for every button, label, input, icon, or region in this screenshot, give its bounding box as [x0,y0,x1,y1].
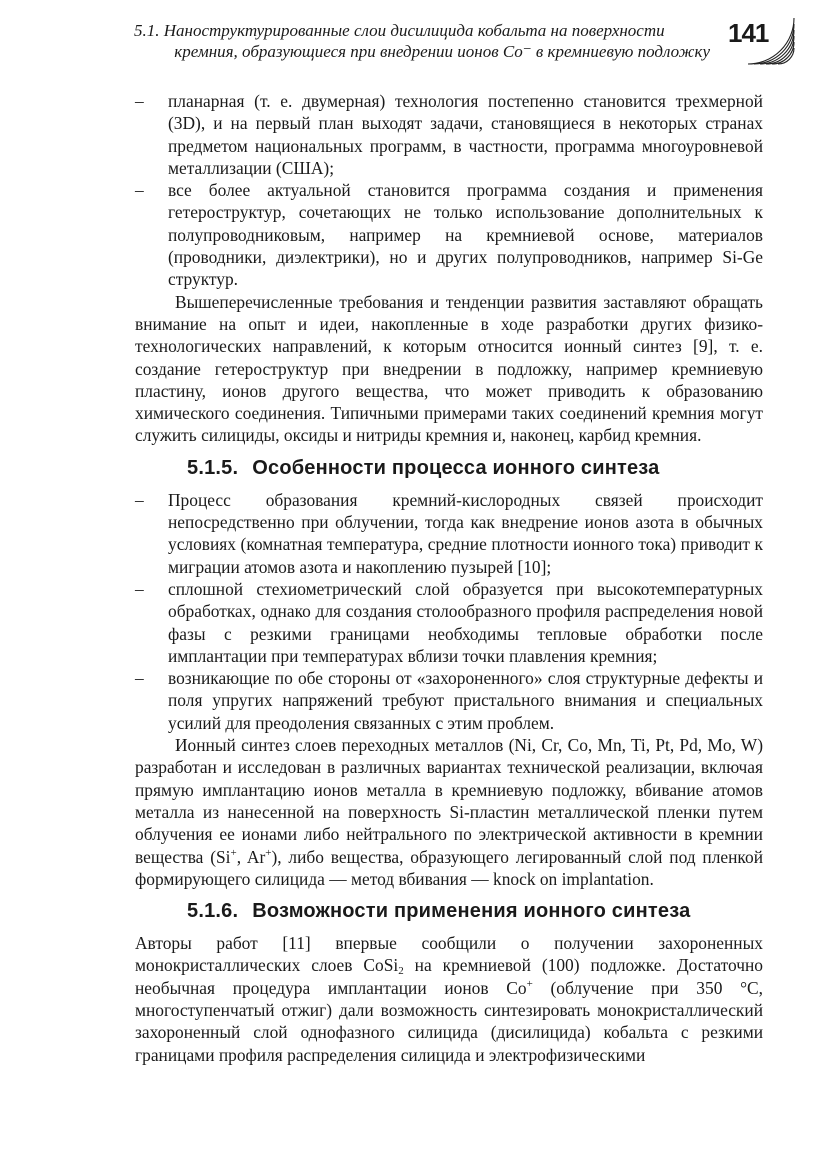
page-number: 141 [728,18,769,48]
paragraph-requirements: Вышеперечисленные требования и тенденции развития заставляют обращать внимание на опыт и идеи, накопленные в ходе разработки других физико-технологических направлений, к которым относится ионный синтез [9], т. е. создание гетероструктур при внедрении в подложку, например кремниевую пластину, ионов другого вещества, что может приводить к образованию химического соединения. Типичными примерами таких соединений кремния могут служить силициды, оксиды и нитриды кремния и, наконец, карбид кремния. [135,291,763,446]
running-header-line-1: 5.1. Наноструктурированные слои дисилицида кобальта на поверхности [134,21,665,40]
list-dash: – [135,91,144,111]
superscript: + [230,846,237,859]
page-body [135,90,763,1066]
running-header-line-2: кремния, образующиеся при внедрении ионов Co⁻ в кремниевую подложку [174,42,710,61]
subscript: 2 [398,965,404,978]
paragraph-cosi2-layers [135,932,763,1066]
ion-synthesis-features-list [135,489,763,734]
list-item [135,667,763,734]
list-item [135,90,763,179]
text-run: (облучение при 350 °C, многоступенчатый отжиг) дали возможность синтезировать монокристаллический захороненный слой однофазного силицида (дисилицида) кобальта с резкими границами профиля распределения силицида и электрофизическими [135,977,764,1065]
text-run: ), либо вещества, образующего легированный слой под пленкой формирующего силицида — метод вбивания — knock on implantation. [135,846,763,889]
list-item [135,578,763,667]
list-item [135,489,763,578]
superscript: + [265,846,272,859]
text-run: на кремниевой (100) подложке. Достаточно необычная процедура имплантации ионов Co [135,955,763,998]
list-dash: – [135,489,144,510]
list-item [135,179,763,290]
superscript: + [526,977,533,990]
list-item-text: Процесс образования кремний-кислородных связей происходит непосредственно при облучении, тогда как внедрение ионов азота в обычных условиях (комнатная температура, средние плотности ионного тока) приводит к миграции атомов азота и накоплению пузырей [10]; [168,489,763,577]
running-header [120,20,710,62]
section-heading-5-1-5 [135,455,763,481]
list-dash: – [135,668,144,689]
paragraph-transition-metals [135,734,763,890]
section-title: Особенности процесса ионного синтеза [252,456,660,479]
list-item-text: планарная (т. е. двумерная) технология постепенно становится трехмерной (3D), и на первый план выходят задачи, становящиеся в некоторых странах предметом национальных программ, в частности, программа многоуровневой металлизации (США); [168,91,763,178]
list-item-text: все более актуальной становится программа создания и применения гетероструктур, сочетающих не только использование дополнительных к полупроводниковым, например на кремниевой основе, материалов (проводники, диэлектрики), но и других полупроводников, например Si-Ge структур. [168,180,763,290]
list-item-text: возникающие по обе стороны от «захороненного» слоя структурные дефекты и поля упругих напряжений требуют пристального внимания и специальных усилий для преодоления связанных с этим проблем. [168,668,763,733]
text-run: Авторы работ [11] впервые сообщили о получении захороненных монокристаллических слоев CoSi [135,933,763,976]
text-run: Ионный синтез слоев переходных металлов (Ni, Cr, Co, Mn, Ti, Pt, Pd, Mo, W) разработан и исследован в различных вариантах технической реализации, включая прямую имплантацию ионов металла в кремниевую подложку, вбивание атомов металла из нанесенной на поверхность Si-пластин металлической пленки путем облучения ее ионами либо нейтрального по электрической активности в кремнии вещества (Si [135,735,763,867]
section-number: 5.1.6. [187,900,239,923]
section-heading-5-1-6 [135,898,763,924]
text-run: , Ar [236,846,266,867]
list-dash: – [135,578,144,599]
trend-list [135,90,763,291]
section-number: 5.1.5. [187,456,239,479]
list-dash: – [135,180,144,201]
section-title: Возможности применения ионного синтеза [252,900,691,923]
list-item-text: сплошной стехиометрический слой образуется при высокотемпературных обработках, однако для создания столообразного профиля распределения новой фазы с резкими границами необходимы тепловые обработки после имплантации при температурах вблизи точки плавления кремния; [168,578,763,666]
